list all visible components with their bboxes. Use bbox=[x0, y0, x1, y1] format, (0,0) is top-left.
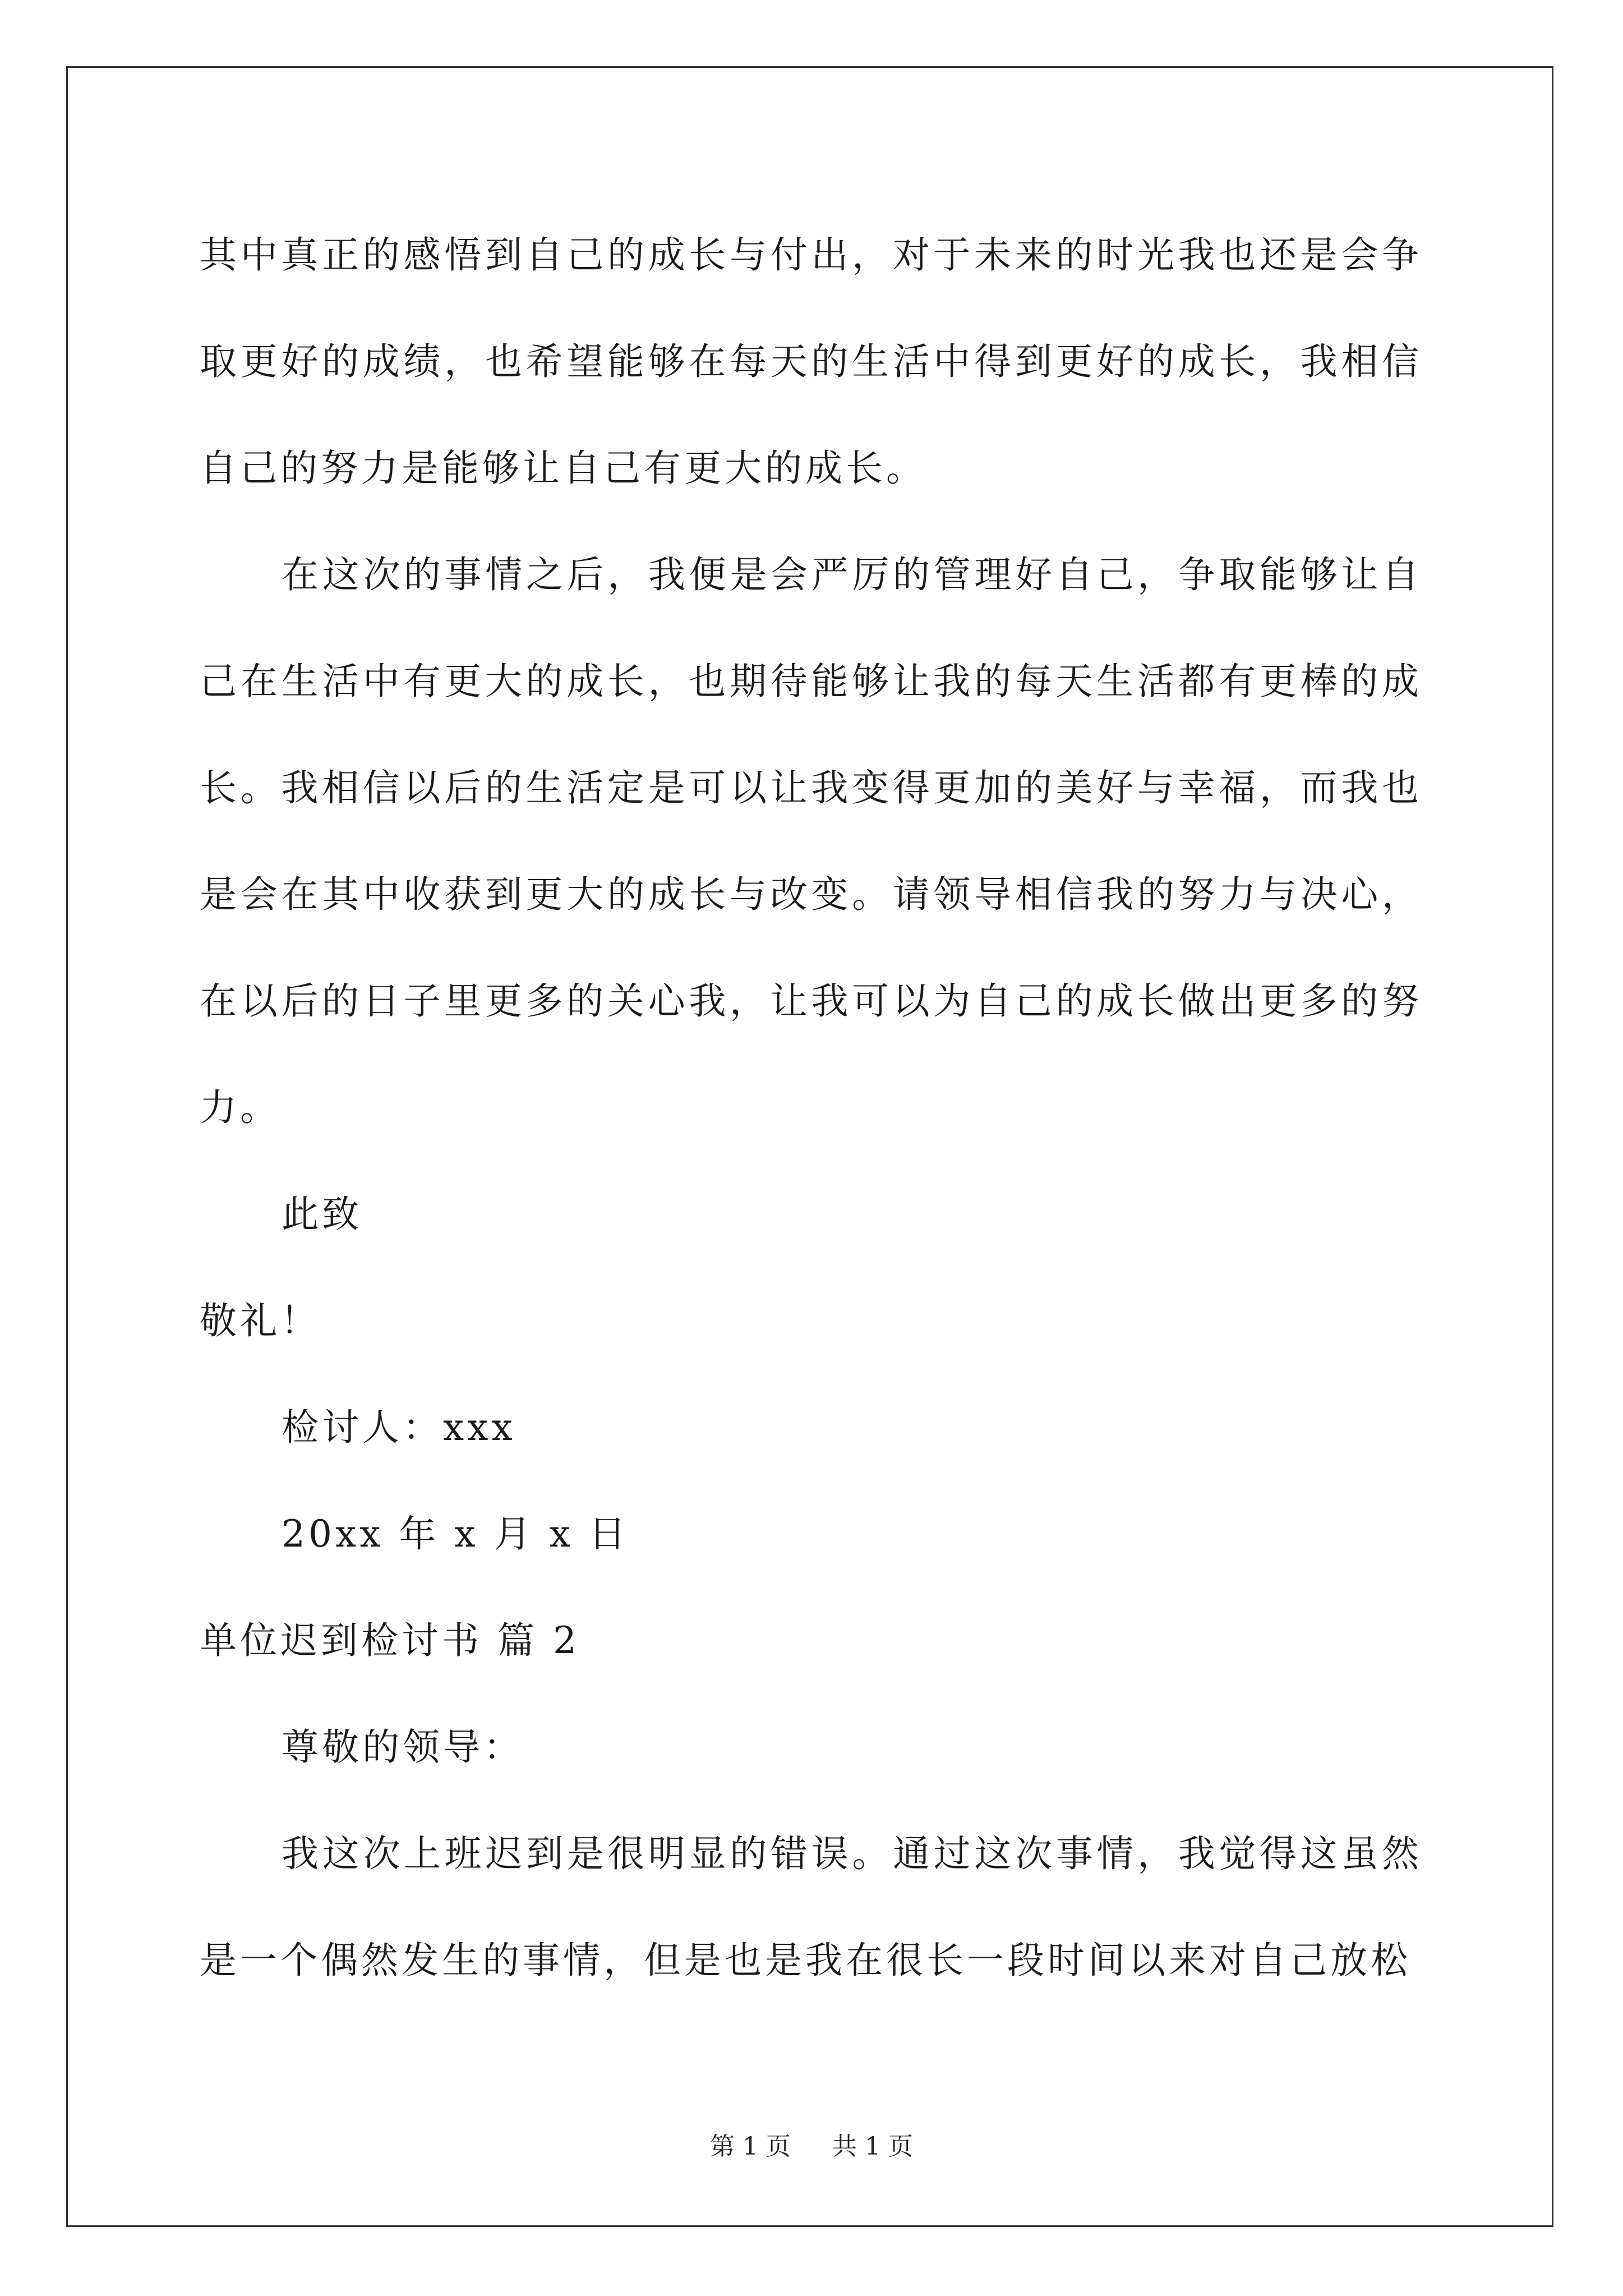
paragraph-continued: 其中真正的感悟到自己的成长与付出，对于未来的时光我也还是会争取更好的成绩，也希望能够在每天的生活中得到更好的成长，我相信自己的努力是能够让自己有更大的成长。 bbox=[200, 233, 1422, 490]
salute-text: 敬礼！ bbox=[200, 1299, 321, 1342]
closing-text: 此致 bbox=[282, 1193, 362, 1236]
paragraph-body: 我这次上班迟到是很明显的错误。通过这次事情，我觉得这虽然是一个偶然发生的事情，但是也是我在很长一段时间以来对自己放松 bbox=[200, 1832, 1422, 1982]
paragraph-resolution: 在这次的事情之后，我便是会严厉的管理好自己，争取能够让自己在生活中有更大的成长，也期待能够让我的每天生活都有更棒的成长。我相信以后的生活定是可以让我变得更加的美好与幸福，而我也是会在其中收获到更大的成长与改变。请领导相信我的努力与决心，在以后的日子里更多的关心我，让我可以为自己的成长做出更多的努力。 bbox=[200, 553, 1422, 1129]
greeting-line: 尊敬的领导： bbox=[282, 1726, 524, 1769]
document-body bbox=[200, 202, 1422, 2014]
section-title: 单位迟到检讨书 篇 2 bbox=[200, 1619, 580, 1662]
page-number: 第 1 页 bbox=[710, 2132, 791, 2161]
signer-line: 检讨人：xxx bbox=[282, 1406, 516, 1449]
date-line: 20xx 年 x 月 x 日 bbox=[282, 1512, 629, 1556]
page-total: 共 1 页 bbox=[832, 2132, 913, 2161]
page-footer bbox=[0, 2126, 1623, 2162]
